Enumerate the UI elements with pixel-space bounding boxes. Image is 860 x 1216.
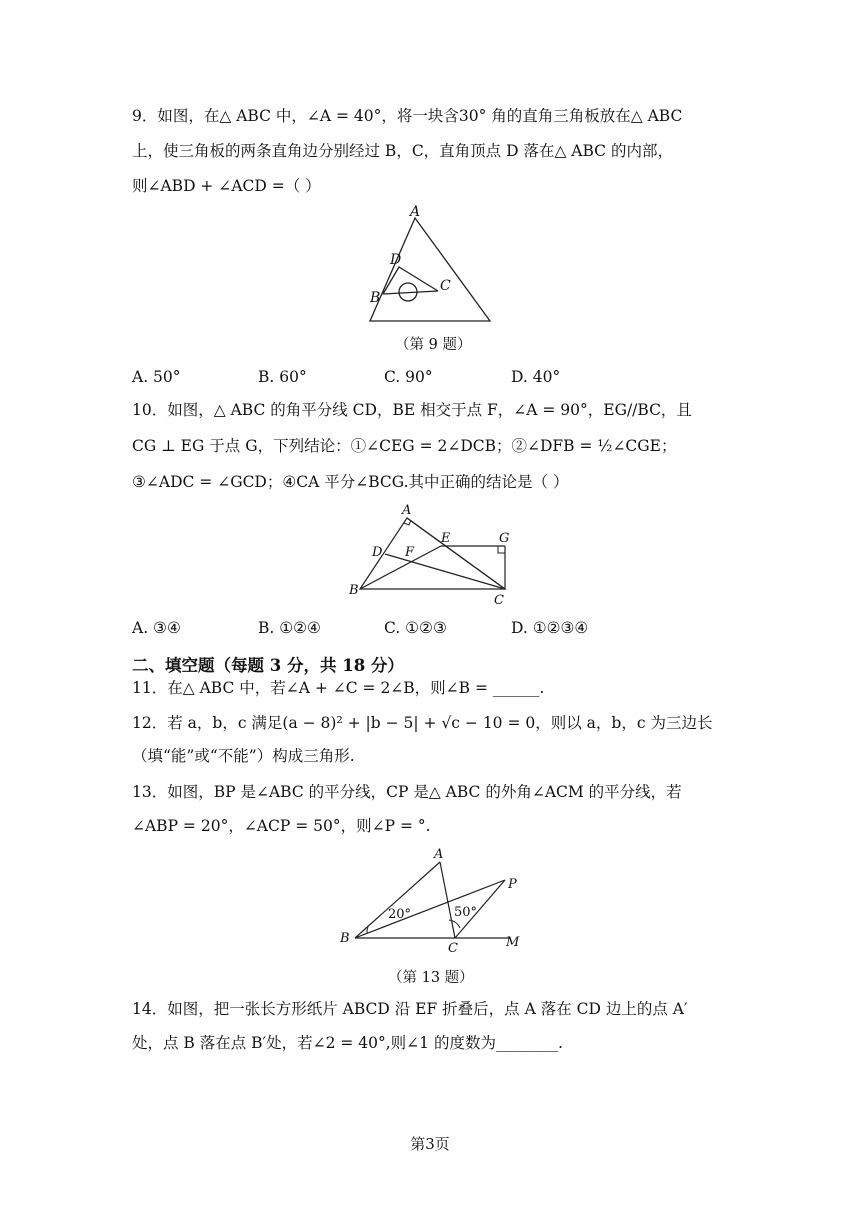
q9-figure [360, 200, 500, 328]
q9-line-2: 上，使三角板的两条直角边分别经过 B，C，直角顶点 D 落在△ ABC 的内部， [132, 142, 673, 160]
q9-label-d: D [390, 252, 402, 268]
q13-bisector-bp [355, 880, 505, 938]
q9-line-3: 则∠ABD + ∠ACD =（ ） [132, 177, 321, 195]
q10-option-c: C. ①②③ [384, 619, 447, 637]
q10-option-b: B. ①②④ [258, 619, 321, 637]
q13-caption: （第 13 题） [388, 970, 474, 986]
q13-label-p: P [508, 877, 517, 892]
q10-label-e: E [441, 531, 451, 546]
q10-option-a: A. ③④ [132, 619, 181, 637]
q10-label-d: D [372, 545, 383, 560]
q13-figure [330, 842, 530, 954]
q9-line-1: 9．如图，在△ ABC 中，∠A = 40°，将一块含30° 角的直角三角板放在△ ABC [132, 107, 683, 125]
q9-caption: （第 9 题） [395, 337, 472, 353]
q10-line-2: CG ⊥ EG 于点 G，下列结论：①∠CEG = 2∠DCB；②∠DFB = ½∠CGE； [132, 437, 677, 455]
q9-label-c: C [440, 278, 451, 294]
q13-line-1: 13．如图，BP 是∠ABC 的平分线，CP 是△ ABC 的外角∠ACM 的平分线，若 [132, 783, 682, 801]
q13-label-m: M [506, 935, 520, 950]
q11-line-1: 11．在△ ABC 中，若∠A + ∠C = 2∠B，则∠B = ______. [132, 679, 545, 697]
q10-line-1: 10．如图，△ ABC 的角平分线 CD，BE 相交于点 F，∠A = 90°，EG//BC，且 [132, 401, 692, 419]
q9-label-b: B [370, 290, 381, 306]
q9-option-d: D. 40° [511, 368, 561, 386]
section-2-heading: 二、填空题（每题 3 分，共 18 分） [132, 656, 404, 675]
q12-line-1: 12．若 a，b，c 满足(a − 8)² + |b − 5| + √c − 10 = 0，则以 a，b，c 为三边长 [132, 714, 713, 732]
q10-bisector-cd [385, 554, 505, 589]
q12-line-2: （填“能”或“不能”）构成三角形. [132, 747, 355, 765]
q13-side-ab [355, 862, 440, 938]
q13-label-angle-20: 20° [388, 907, 412, 922]
q10-figure [345, 500, 525, 610]
q10-label-a: A [402, 503, 412, 518]
q9-option-b: B. 60° [258, 368, 307, 386]
q9-label-a: A [410, 204, 421, 220]
q10-label-b: B [349, 583, 359, 598]
q13-label-a: A [434, 847, 444, 862]
q10-option-d: D. ①②③④ [511, 619, 589, 637]
q9-option-a: A. 50° [132, 368, 181, 386]
q10-label-c: C [494, 593, 504, 608]
q13-line-2: ∠ABP = 20°，∠ACP = 50°，则∠P = °. [132, 817, 431, 835]
q10-line-3: ③∠ADC = ∠GCD；④CA 平分∠BCG.其中正确的结论是（ ） [132, 473, 569, 491]
q14-line-2: 处，点 B 落在点 B′处，若∠2 = 40°,则∠1 的度数为________. [132, 1034, 563, 1052]
q9-triangle-abc [370, 218, 490, 321]
q14-line-1: 14．如图，把一张长方形纸片 ABCD 沿 EF 折叠后，点 A 落在 CD 边上的点 A′ [132, 1000, 688, 1018]
q13-label-c: C [448, 941, 458, 954]
q13-label-b: B [340, 931, 350, 946]
q9-option-c: C. 90° [384, 368, 433, 386]
q13-label-angle-50: 50° [454, 905, 478, 920]
q10-label-g: G [499, 531, 510, 546]
q10-label-f: F [405, 545, 415, 560]
page-number: 第3页 [410, 1135, 450, 1153]
